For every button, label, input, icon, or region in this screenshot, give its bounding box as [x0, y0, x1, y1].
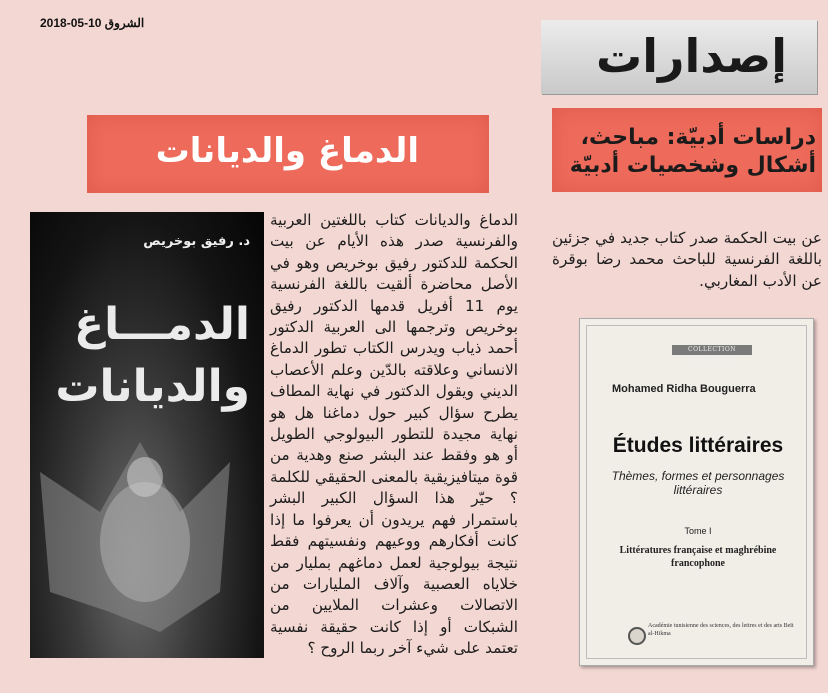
- publisher-logo-icon: [628, 627, 646, 645]
- book-title: Études littéraires: [612, 434, 784, 457]
- cover-author: د. رفيق بوخريص: [143, 234, 250, 249]
- right-article-body: عن بيت الحكمة صدر كتاب جديد في جزئين باللغة الفرنسية للباحث محمد رضا بوقرة عن الأدب المغاربي.: [552, 229, 822, 290]
- section-title: إصدارات: [595, 29, 787, 83]
- left-article-body: الدماغ والديانات كتاب باللغتين العربية والفرنسية صدر هذه الأيام عن بيت الحكمة للدكتور رفيق بوخريص وهو في الأصل محاضرة ألقيت باللغة الفرنسية يوم 11 أفريل قدمها الدكتور رفيق بوخريص وترجمها الى العربية الدكتور أحمد ذياب ويدرس الكتاب تطور الدماغ الانساني وعلاقته بالدّين وعلم الأعصاب الديني ويقول الدكتور في نهاية المطاف يطرح سؤال كبير حول دماغنا هل هو نهاية مجيدة للتطور البيولوجي الطويل أو هو وفقط عند البشر صنع وهدية من قوة ميتافيزيقية بالمعنى الحقيقي للكلمة ؟ حيّر هذا السؤال الكبير البشر باستمرار فهم يريدون أن يعرفوا ما إذا كانت أفكارهم ووعيهم ونفسيتهم فقط نتيجة بيولوجية لعمل دماغهم بمليار من خلاياه العصبية وآلاف المليارات من الاتصالات وعشرات الملايين من الشبكات أو إذا كانت حقيقة نفسية تعتمد على شيء آخر ربما الروح ؟: [270, 211, 518, 658]
- right-article-headline: دراسات أدبيّة: مباحث، أشكال وشخصيات أدبيّة: [569, 125, 816, 178]
- right-headline-band: [552, 108, 822, 192]
- publisher-name: Académie tunisienne des sciences, des lettres et des arts Beït al-Hikma: [648, 623, 794, 637]
- left-article-headline: الدماغ والديانات: [155, 131, 419, 171]
- book-cover-brain-religions: [30, 212, 264, 658]
- book-series: Littératures française et maghrébine francophone: [619, 545, 777, 569]
- clipping-date-stamp: الشروق 10-05-2018: [40, 16, 145, 30]
- book-cover-etudes-litteraires: [579, 318, 814, 666]
- left-headline-band: [87, 115, 489, 193]
- cover-angel-illustration: [30, 212, 264, 658]
- book-author: Mohamed Ridha Bouguerra: [612, 383, 756, 395]
- collection-tag: COLLECTION LITTÉRATURE: [672, 345, 752, 355]
- book-subtitle: Thèmes, formes et personnages littéraires: [611, 469, 785, 497]
- book-tome: Tome I: [684, 526, 712, 536]
- cover-title: الدمـــاغ والديانات: [55, 299, 250, 412]
- section-banner: [541, 20, 817, 94]
